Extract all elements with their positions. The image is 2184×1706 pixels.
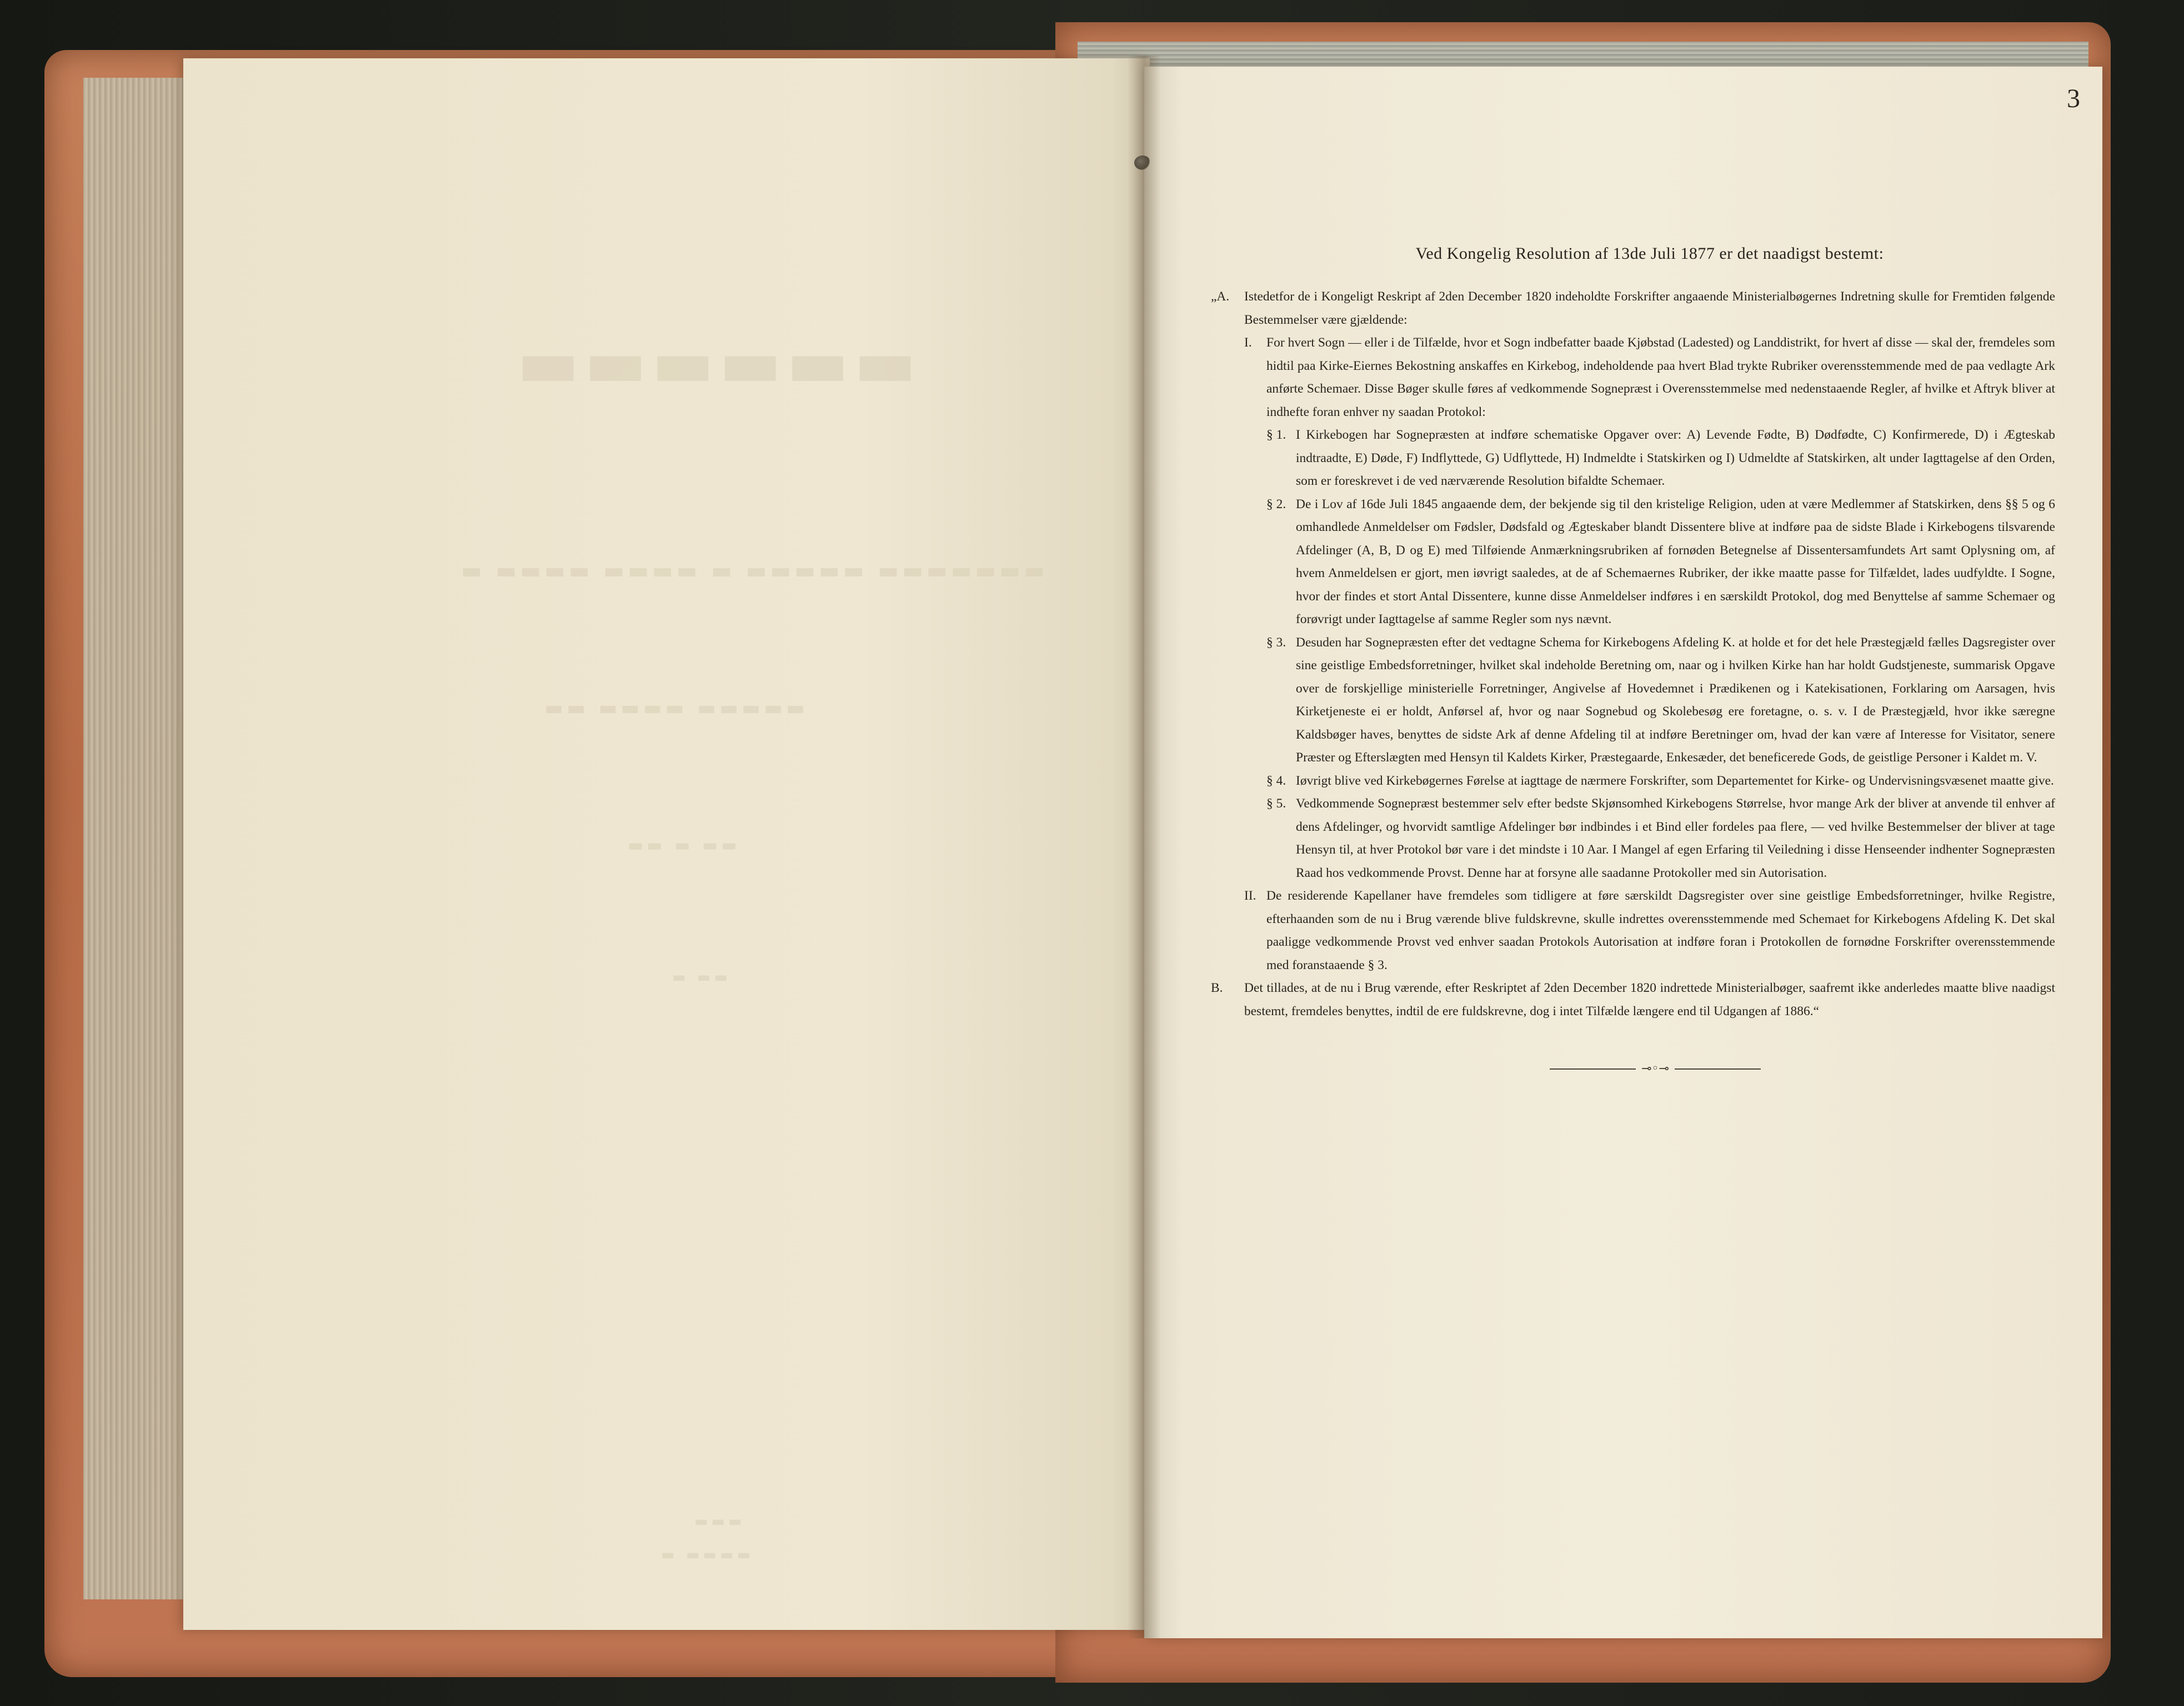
bleed-through-ghost: ▬ ▬▬▬▬ ▬▬▬▬ ▬ ▬▬▬▬▬ ▬▬▬▬▬▬▬ xyxy=(461,558,1049,584)
left-page xyxy=(183,58,1150,1630)
page-number: 3 xyxy=(2067,84,2080,113)
section-a-ii xyxy=(1244,885,2055,977)
paragraph-3 xyxy=(1266,631,2055,770)
section-a-i xyxy=(1244,332,2055,424)
section-text: Istedetfor de i Kongeligt Reskript af 2den December 1820 indeholdte Forskrifter angaaende Ministerialbøgernes Indretning skulle for Fremtiden følgende Bestemmelser være gjældende: xyxy=(1244,289,2055,327)
bleed-through-ghost: ▬▬ ▬ ▬▬ xyxy=(628,836,740,855)
resolution-text-block xyxy=(1211,244,2055,1076)
ornament-glyph-icon: ⊸◦⊸ xyxy=(1641,1062,1669,1076)
section-marker: „A. xyxy=(1211,289,1230,304)
paragraph-text: I Kirkebogen har Sognepræsten at indføre schematiske Opgaver over: A) Levende Fødte, B) Dødfødte, C) Konfirmerede, D) i Ægteskab indtraadte, E) Døde, F) Indflyttede, G) Udflyttede, H) Indmeldte i Statskirken og I) Udmeldte af Statskirken, alt under Iagttagelse af den Orden, som er foreskrevet i de ved nærværende Resolution bifaldte Schemaer. xyxy=(1296,428,2055,488)
section-b xyxy=(1211,977,2055,1023)
right-page xyxy=(1144,67,2102,1638)
paragraph-text: De i Lov af 16de Juli 1845 angaaende dem, der bekjende sig til den kristelige Religion, uden at være Medlemmer af Statskirken, dens §§ 5 og 6 omhandlede Anmeldelser om Fødsler, Dødsfald og Ægteskaber blandt Dissentere blive at indføre paa de sidste Blade i Kirkebogens tilsvarende Afdelinger (A, B, D og E) med Tilføiende Anmærkningsrubriken af fornøden Betegnelse af Dissentersamfundets Art samt Oplysning om, af hvem Anmeldelsen er gjort, men iøvrigt saaledes, at de af Schemaernes Rubriker, der ikke maatte passe for Tilfældet, lades uudfyldte. I Sogne, hvor der findes et stort Antal Dissentere, kunne disse Anmeldelser indføres i en særskildt Protokol, dog med Benyttelse af samme Schemaer og forøvrigt under Iagttagelse af samme Regler som nys nævnt. xyxy=(1296,496,2055,626)
paragraph-text: Vedkommende Sognepræst bestemmer selv efter bedste Skjønsomhed Kirkebogens Størrelse, hvor mange Ark der bliver at anvende til enhver af dens Afdelinger, og hvorvidt samtlige Afdelinger bør indbindes i et Bind eller fordeles paa flere, — ved hvilke Bestemmelser der bliver at tage Hensyn til, at hver Protokol bør vare i det mindste i 10 Aar. I Mangel af egen Erfaring til Veiledning i disse Henseender indhenter Sognepræsten Raad hos vedkommende Provst. Denne har at forsyne alle saadanne Protokoller med sin Autorisation. xyxy=(1296,796,2055,880)
ornament-rule xyxy=(1675,1068,1761,1070)
section-text: For hvert Sogn — eller i de Tilfælde, hvor et Sogn indbefatter baade Kjøbstad (Ladested) og Landdistrikt, for hvert af disse — skal der, fremdeles som hidtil paa Kirke-Eiernes Bekostning anskaffes en Kirkebog, indeholdende paa hvert Blad trykte Rubriker overensstemmende med de paa vedlagte Ark anførte Schemaer. Disse Bøger skulle føres af vedkommende Sognepræst i Overensstemmelse med nedenstaaende Regler, af hvilke et Aftryk bliver at indhefte foran enhver ny saadan Protokol: xyxy=(1266,335,2055,419)
document-title: Ved Kongelig Resolution af 13de Juli 1877 er det naadigst bestemt: xyxy=(1415,244,1884,263)
paragraph-5 xyxy=(1266,792,2055,885)
section-text: De residerende Kapellaner have fremdeles som tidligere at føre særskildt Dagsregister over sine geistlige Embedsforretninger, hvilke Registre, efterhaanden som de nu i Brug værende blive fuldskrevne, skulle indrettes overensstemmende med Schemaet for Kirkebogens Afdeling K. Det skal paaligge vedkommende Provst ved enhver saadan Protokols Autorisation at indføre foran i Protokollen de fornødne Forskrifter overensstemmende med foranstaaende § 3. xyxy=(1266,889,2055,972)
section-marker: I. xyxy=(1244,335,1252,350)
paragraph-4 xyxy=(1266,770,2055,793)
paragraph-marker: § 5. xyxy=(1266,796,1286,811)
closing-ornament xyxy=(1505,1062,1761,1076)
paragraph-2 xyxy=(1266,493,2055,631)
section-marker: B. xyxy=(1211,981,1223,995)
bleed-through-ghost: ▬ ▬▬▬▬ xyxy=(661,1547,754,1563)
paragraph-marker: § 2. xyxy=(1266,496,1286,511)
paragraph-text: Iøvrigt blive ved Kirkebøgernes Førelse at iagttage de nærmere Forskrifter, som Departementet for Kirke- og Undervisningsvæsenet maatte give. xyxy=(1296,773,2054,788)
section-text: Det tillades, at de nu i Brug værende, efter Reskriptet af 2den December 1820 indrettede Ministerialbøger, saafremt ikke anderledes maatte blive naadigst bestemt, fremdeles benyttes, indtil de ere fuldskrevne, dog i intet Tilfælde længere end til Udgangen af 1886.“ xyxy=(1244,981,2055,1018)
book-gutter xyxy=(1128,56,1161,1638)
paragraph-1 xyxy=(1266,424,2055,493)
bleed-through-ghost: ▬▬ ▬▬▬▬ ▬▬▬▬▬ xyxy=(544,697,809,720)
bleed-through-ghost: ▬▬▬ xyxy=(694,1513,745,1530)
bleed-through-ghost: ▬▬▬▬▬▬ xyxy=(517,325,921,402)
paragraph-marker: § 3. xyxy=(1266,635,1286,650)
ornament-rule xyxy=(1550,1068,1636,1070)
paragraph-marker: § 1. xyxy=(1266,428,1286,442)
section-marker: II. xyxy=(1244,889,1256,903)
paragraph-marker: § 4. xyxy=(1266,773,1286,788)
section-a xyxy=(1211,285,2055,332)
paragraph-text: Desuden har Sognepræsten efter det vedtagne Schema for Kirkebogens Afdeling K. at holde et for det hele Præstegjæld fælles Dagsregister over sine geistlige Embedsforretninger, hvilket skal indeholde Beretning om, naar og i hvilken Kirke han har holdt Gudstjeneste, summarisk Opgave over de forskjellige ministerielle Forretninger, Angivelse af Hovedemnet i Prædikenen og i Katekisationen, Forklaring om Aarsagen, hvis Kirketjeneste ei er holdt, Anførsel af, hvor og naar Sognebud og Skolebesøg ere foretagne, o. s. v. I de Præstegjæld, hvor ikke særegne Kaldsbøger haves, benyttes de sidste Ark af denne Afdeling til at indføre Beretninger om, hvad der kan være af Interesse for Visitator, senere Præster og Efterslægten med Hensyn til Kaldets Kirker, Præstegaarde, Enkesæder, det beneficerede Gods, de geistlige Personer i Kaldet m. V. xyxy=(1296,635,2055,765)
bleed-through-ghost: ▬ ▬▬ xyxy=(672,969,731,986)
